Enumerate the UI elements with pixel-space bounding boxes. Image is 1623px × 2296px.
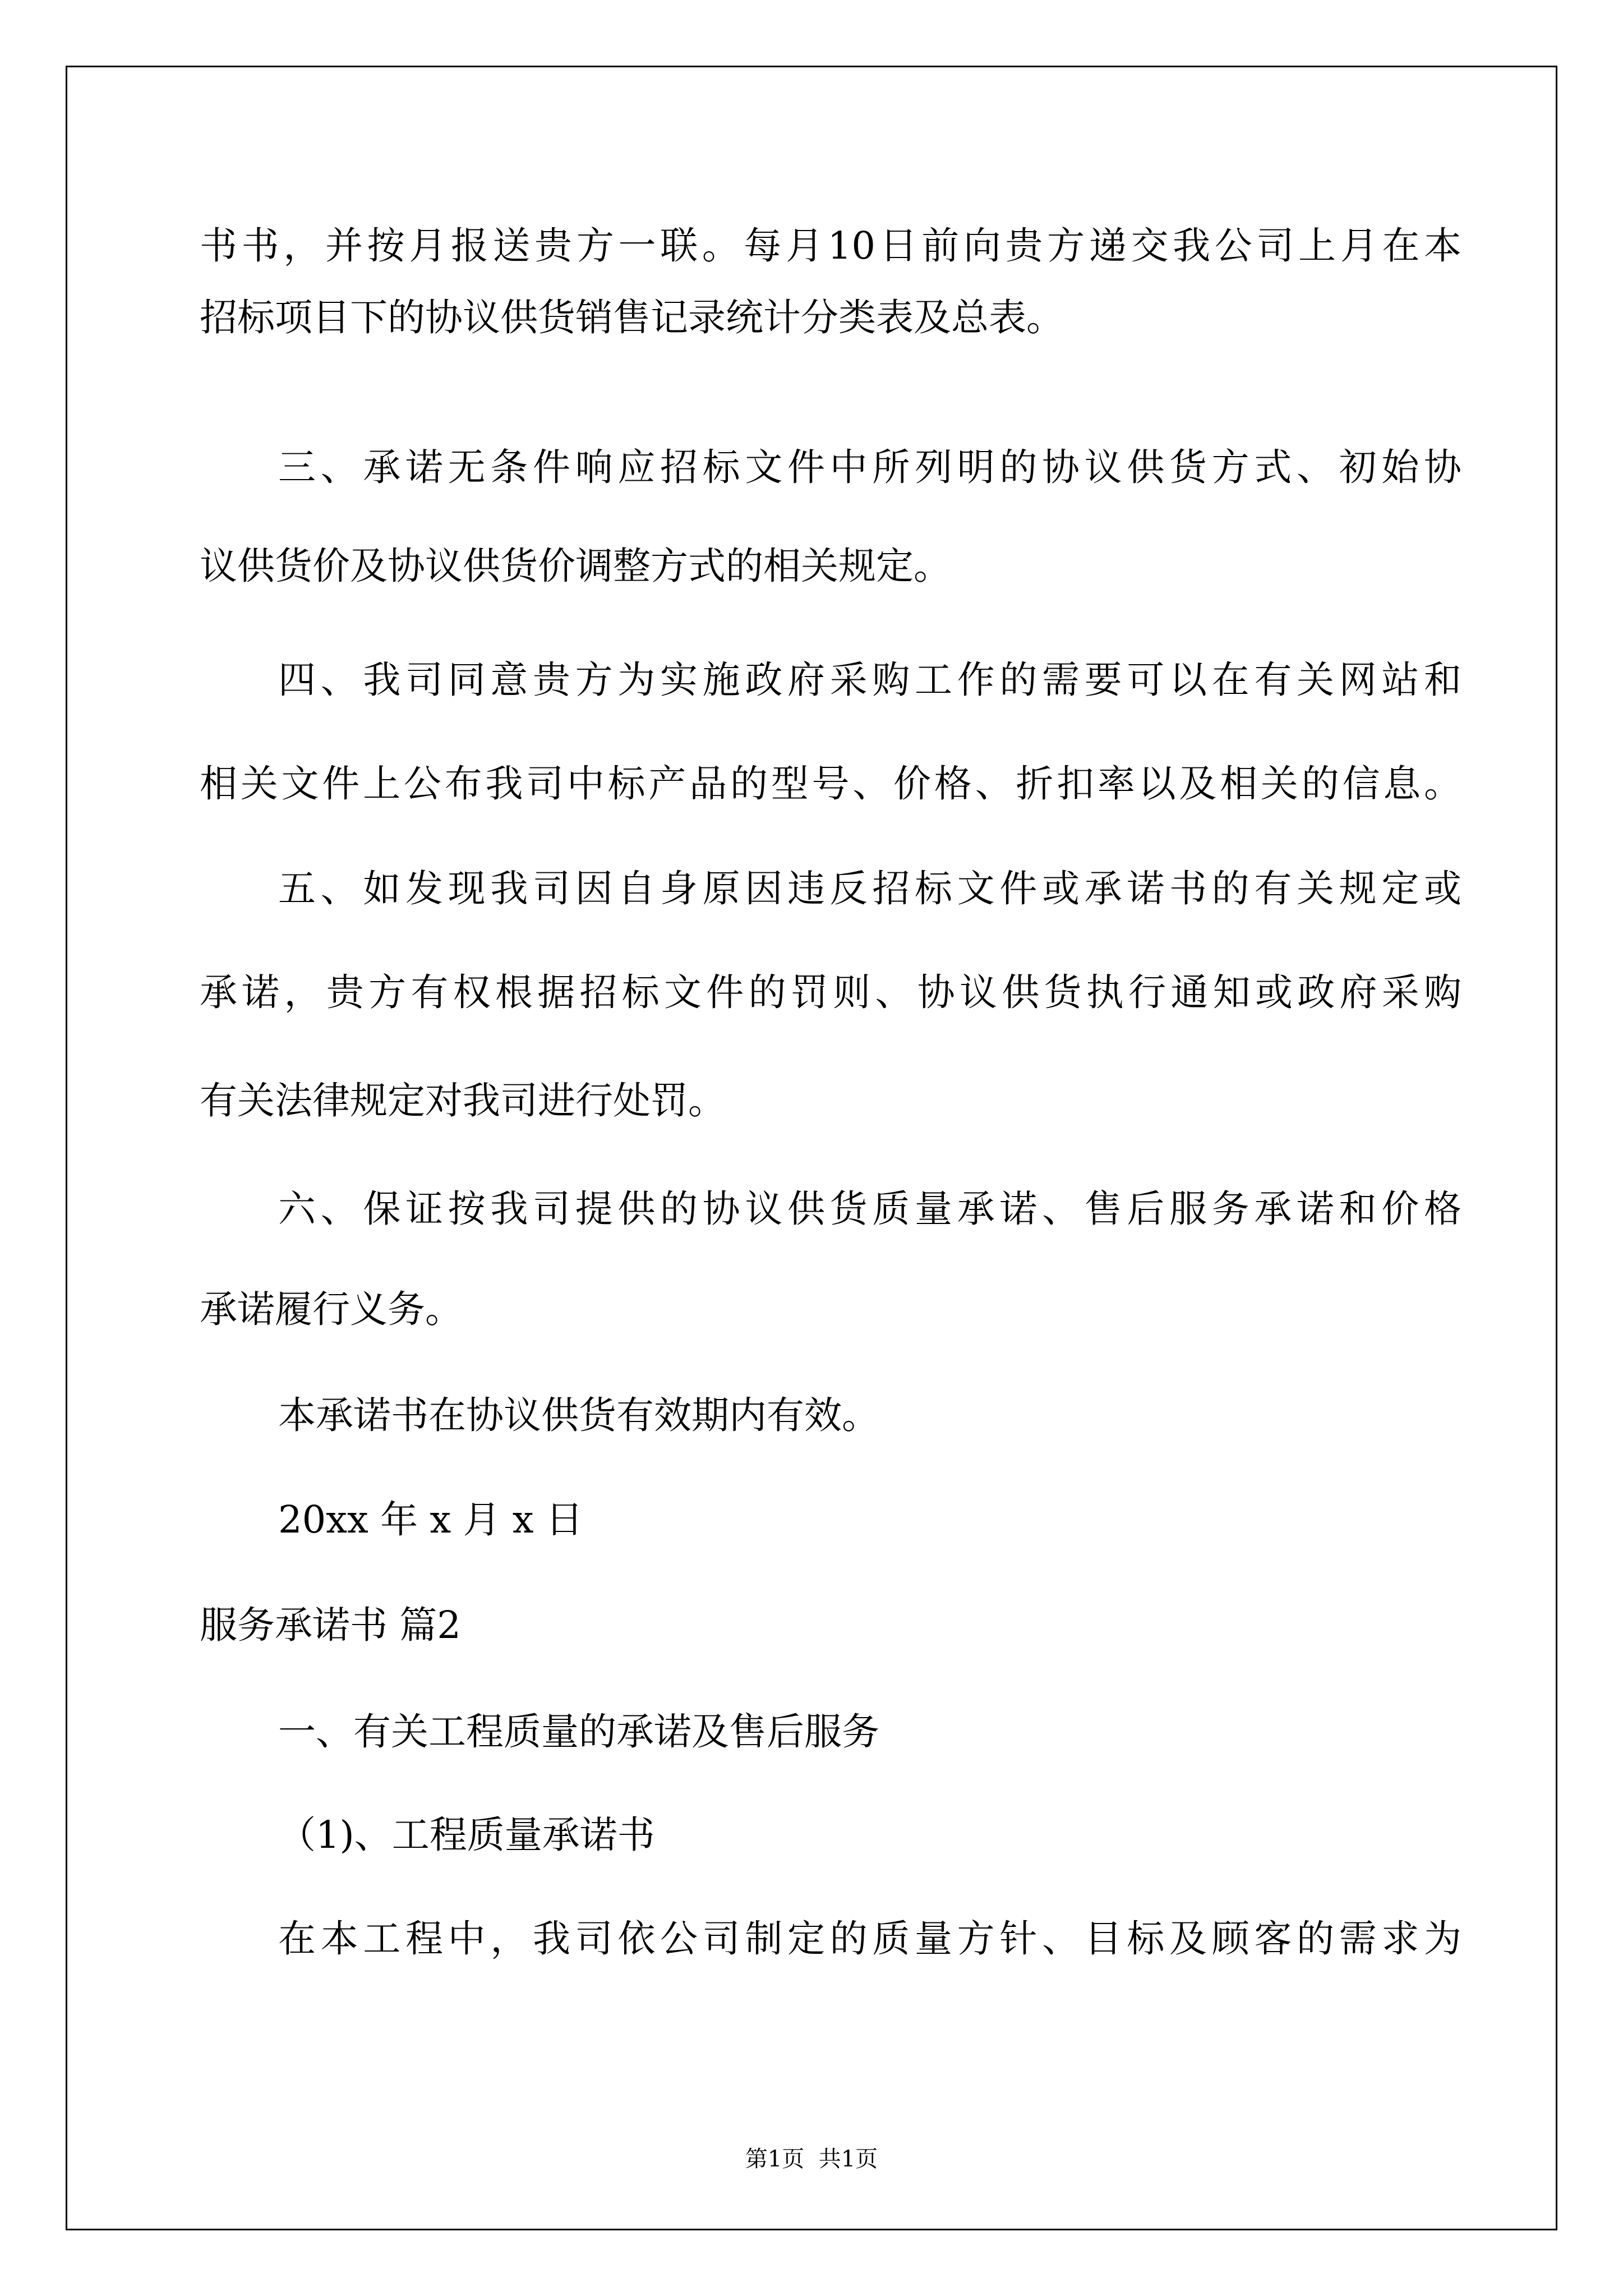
date-line: 20xx 年 x 月 x 日 bbox=[278, 1498, 583, 1542]
section-title: 服务承诺书 篇2 bbox=[200, 1603, 461, 1647]
page-border bbox=[66, 66, 1557, 2230]
body-line: 书书，并按月报送贵方一联。每月10日前向贵方递交我公司上月在本 bbox=[200, 224, 1461, 268]
paragraph-3-heading-line: 三、承诺无条件响应招标文件中所列明的协议供货方式、初始协 bbox=[278, 445, 1461, 489]
body-line: 相关文件上公布我司中标产品的型号、价格、折扣率以及相关的信息。 bbox=[200, 762, 1461, 806]
subsection-heading: 一、有关工程质量的承诺及售后服务 bbox=[278, 1710, 879, 1754]
sub-item-heading: （1)、工程质量承诺书 bbox=[278, 1813, 655, 1857]
body-line: 承诺，贵方有权根据招标文件的罚则、协议供货执行通知或政府采购 bbox=[200, 970, 1461, 1014]
paragraph-5-heading-line: 五、如发现我司因自身原因违反招标文件或承诺书的有关规定或 bbox=[278, 867, 1461, 910]
body-line: 招标项目下的协议供货销售记录统计分类表及总表。 bbox=[200, 296, 1064, 339]
page-footer: 第1页 共1页 bbox=[745, 2146, 878, 2172]
body-line: 承诺履行义务。 bbox=[200, 1287, 463, 1331]
body-line: 议供货价及协议供货价调整方式的相关规定。 bbox=[200, 544, 951, 588]
paragraph-6-heading-line: 六、保证按我司提供的协议供货质量承诺、售后服务承诺和价格 bbox=[278, 1187, 1461, 1231]
body-line: 在本工程中，我司依公司制定的质量方针、目标及顾客的需求为 bbox=[278, 1917, 1461, 1961]
body-line: 有关法律规定对我司进行处罚。 bbox=[200, 1079, 726, 1122]
validity-statement: 本承诺书在协议供货有效期内有效。 bbox=[278, 1393, 879, 1437]
paragraph-4-heading-line: 四、我司同意贵方为实施政府采购工作的需要可以在有关网站和 bbox=[278, 658, 1461, 702]
